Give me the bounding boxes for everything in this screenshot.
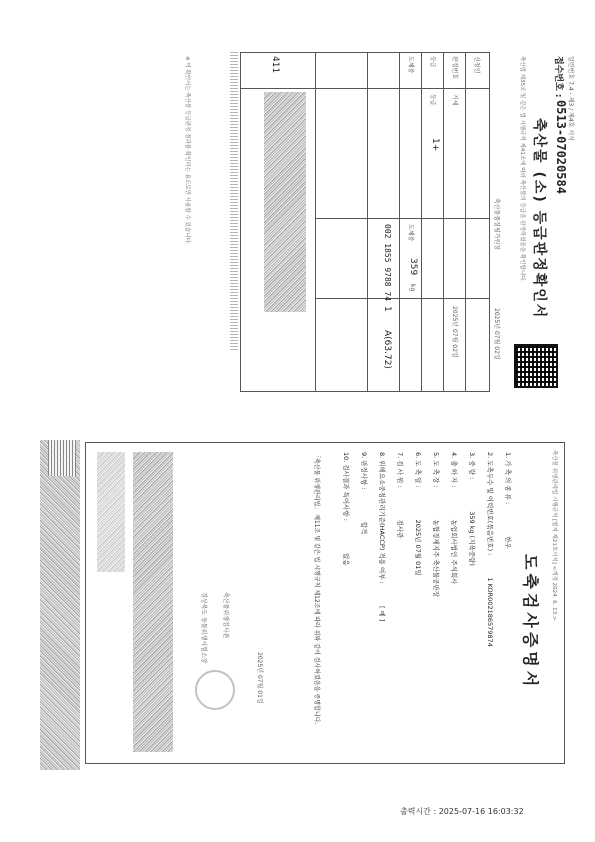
doc2-item bbox=[427, 452, 445, 762]
weight-unit: kg bbox=[409, 284, 416, 292]
doc2-item-label: 8. 위해요소중점관리기준(HACCP) 적용 여부 : bbox=[378, 452, 386, 584]
doc2-item-value: 없음 bbox=[342, 553, 350, 566]
report-number: 002 1855 9788 74 bbox=[383, 224, 392, 302]
doc1-date: 2025년 07월 02일 bbox=[493, 308, 500, 360]
doc2-item-label: 10. 검사결과 특이사항 : bbox=[342, 452, 350, 521]
doc1-row-label: 신청인 bbox=[473, 56, 480, 74]
doc2-item bbox=[481, 452, 499, 762]
doc2-item-value: 합격 bbox=[360, 521, 368, 535]
redacted-area bbox=[264, 92, 306, 312]
doc2-inspector: 축산물위생검사관 bbox=[222, 592, 229, 639]
qr-code-icon bbox=[514, 344, 558, 388]
doc2-item-value: 농협경제지주 축산물공판장 bbox=[432, 519, 440, 597]
doc1-row-divider bbox=[367, 52, 368, 392]
doc1-col-divider bbox=[316, 218, 490, 219]
grade-label: 등급 bbox=[429, 94, 436, 106]
doc2-item-value: 한우 bbox=[504, 536, 512, 549]
doc1-header-note: 일련번호 7.4 - 제3 / 제4호 서식 bbox=[567, 56, 574, 141]
print-time-label: 출력시간 : bbox=[400, 807, 437, 816]
doc2-item-value: 359 kg (지육중량) bbox=[468, 511, 476, 566]
print-time bbox=[400, 806, 524, 817]
doc1-number: 0513-07020584 bbox=[554, 100, 568, 194]
weight-label: 도체중 bbox=[407, 224, 414, 242]
doc2-item-value: 2025년 07월 01일 bbox=[414, 519, 422, 576]
doc1-col-divider bbox=[316, 298, 490, 299]
doc1-row-divider bbox=[465, 52, 466, 392]
doc2-item-value: [ 예 ] bbox=[378, 605, 386, 622]
redacted-area bbox=[133, 452, 173, 752]
doc2-item bbox=[445, 452, 463, 762]
doc2-agency: 경상북도 동물위생시험소장 bbox=[200, 592, 207, 664]
doc1-row-divider bbox=[443, 52, 444, 392]
date-value: 2025년 07월 02일 bbox=[451, 306, 458, 358]
doc2-item-label: 2. 도축두수 및 이력번호(묶음번호) : bbox=[486, 452, 494, 556]
doc2-item bbox=[499, 452, 517, 762]
doc2-item-label: 9. 판정사항 : bbox=[360, 452, 368, 490]
print-time-value: 2025-07-16 16:03:32 bbox=[438, 807, 524, 816]
doc1-row-label: 등급 bbox=[429, 56, 436, 68]
doc2-item-label: 6. 도 축 일 : bbox=[414, 452, 422, 488]
doc2-items bbox=[337, 452, 517, 762]
grade-value: 1+ bbox=[430, 138, 440, 152]
doc2-item bbox=[337, 452, 355, 762]
count-value: 1 bbox=[382, 306, 392, 312]
doc2-item bbox=[463, 452, 481, 762]
doc2-header-note: 축산물 위생관리법 시행규칙 [별지 제21호서식] <개정 2024. 6. 13.> bbox=[551, 450, 557, 621]
doc2-date: 2025년 07월 01일 bbox=[256, 652, 263, 704]
doc2-item-label: 3. 중 량 : bbox=[468, 452, 476, 480]
barcode-icon bbox=[48, 440, 76, 476]
doc2-item-label: 4. 출 하 자 : bbox=[450, 452, 458, 488]
slaughter-inspection-certificate bbox=[85, 442, 565, 764]
doc2-statement: 「축산물 위생관리법」 제11조 및 같은 법 시행규칙 제12조에 따라 위와 같이 검사하였음을 증명합니다. bbox=[313, 452, 320, 725]
scan-edge-artifact bbox=[40, 440, 80, 770]
doc1-row-divider bbox=[315, 52, 316, 392]
redacted-area bbox=[97, 452, 125, 572]
code-value: 411 bbox=[270, 56, 280, 74]
doc1-title: 축산물 (소) 등급판정확인서 bbox=[531, 118, 547, 320]
official-seal-icon bbox=[195, 670, 235, 710]
doc1-issuer: 축산물품질평가원장 bbox=[493, 198, 500, 251]
doc2-item-value: 농업회사법인 주식회사 bbox=[450, 519, 458, 585]
doc2-item-label: 1. 가 축 의 종 류 : bbox=[504, 452, 512, 505]
doc2-title: 도축검사증명서 bbox=[521, 554, 540, 691]
doc1-row-label: 판정번호 bbox=[451, 56, 458, 80]
doc2-item-value: 검사관 bbox=[396, 519, 404, 539]
doc2-item bbox=[391, 452, 409, 762]
amount-value: A(63.72) bbox=[382, 330, 392, 369]
doc2-item-label: 5. 도 축 장 : bbox=[432, 452, 440, 488]
doc2-item bbox=[373, 452, 391, 762]
doc1-number-label: 접수번호 : bbox=[553, 56, 563, 98]
doc1-side-note: ※ 이 확인서는 축산물 등급판정 결과를 확인하는 용도로만 사용할 수 있습니다. bbox=[184, 56, 190, 245]
doc1-intro: 축산법 제35조 및 같은 법 시행규칙 제41조에 따라 축산물의 등급을 판정하였음을 확인합니다. bbox=[519, 56, 525, 283]
doc2-item bbox=[409, 452, 427, 762]
species-value: 거세 bbox=[451, 94, 458, 106]
doc2-item-value: 1 KOR002186579874 bbox=[486, 577, 494, 647]
doc1-row-divider bbox=[421, 52, 422, 392]
doc1-row-divider bbox=[399, 52, 400, 392]
weight-value: 359 bbox=[408, 258, 418, 276]
scan-artifact bbox=[230, 52, 238, 352]
doc1-col-divider bbox=[240, 88, 490, 89]
doc1-row-label: 도체중 bbox=[407, 56, 414, 74]
grading-certificate bbox=[108, 48, 578, 398]
doc2-item-label: 7. 검 사 원 : bbox=[396, 452, 404, 488]
doc2-item bbox=[355, 452, 373, 762]
